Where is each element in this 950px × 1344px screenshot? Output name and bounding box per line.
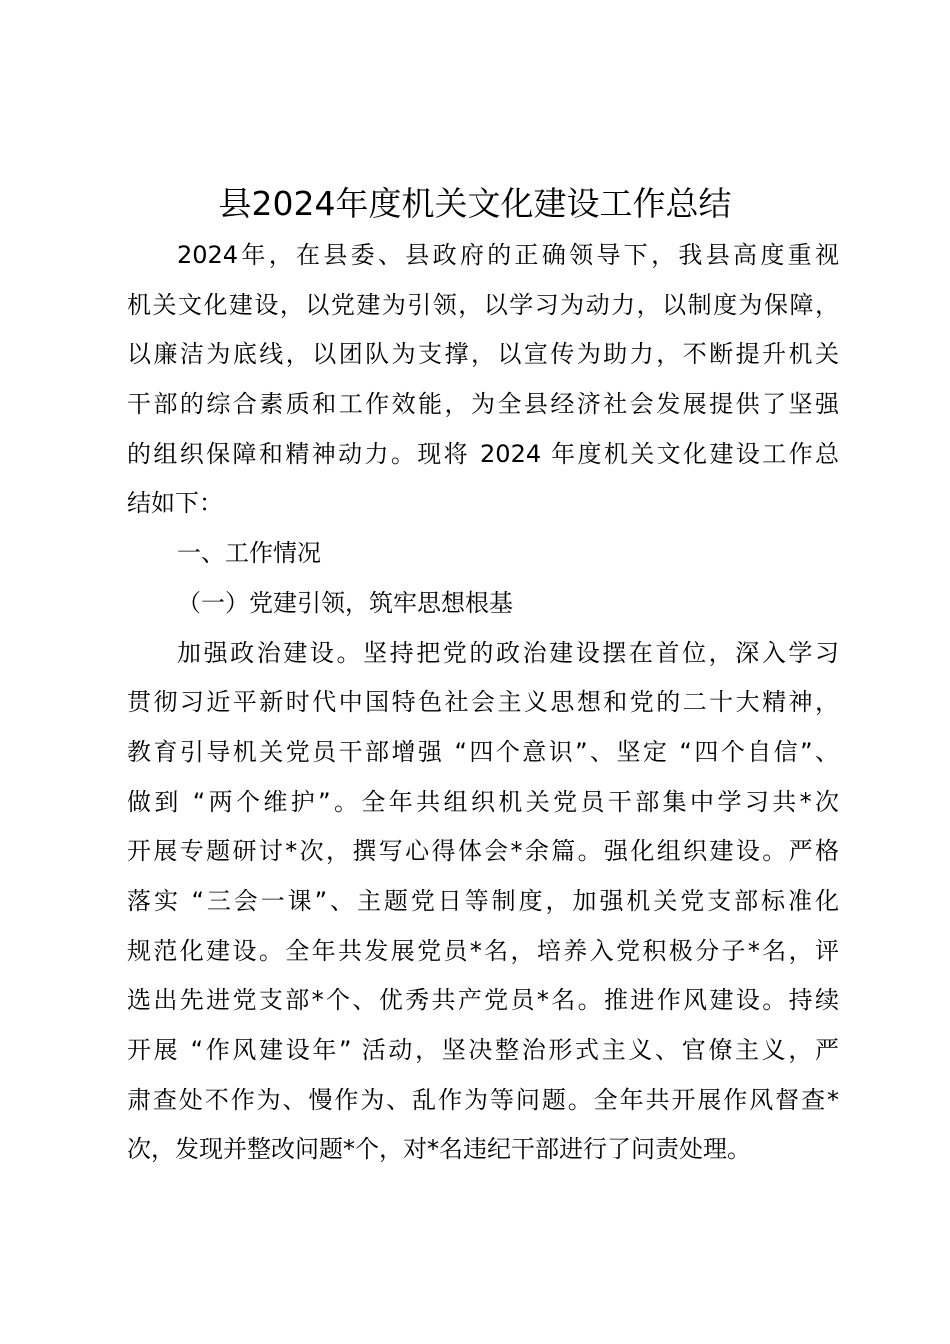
paragraph-line: 贯彻习近平新时代中国特色社会主义思想和党的二十大精神，: [127, 688, 839, 717]
document-body: [127, 231, 839, 1175]
paragraph-line: 以廉洁为底线，以团队为支撑，以宣传为助力，不断提升机关: [127, 340, 839, 369]
paragraph-line: 结如下：: [127, 489, 223, 518]
paragraph-line: 2024年，在县委、县政府的正确领导下，我县高度重视: [177, 241, 839, 269]
document-title: 县2024年度机关文化建设工作总结: [218, 184, 732, 223]
subsection-heading: （一）党建引领，筑牢思想根基: [177, 588, 513, 617]
section-heading: 一、工作情况: [177, 539, 321, 568]
paragraph-line: 机关文化建设，以党建为引领，以学习为动力，以制度为保障，: [127, 290, 839, 319]
paragraph-line: 开展专题研讨*次，撰写心得体会*余篇。强化组织建设。严格: [127, 837, 839, 866]
paragraph-line: 开展 “作风建设年” 活动，坚决整治形式主义、官僚主义，严: [127, 1036, 839, 1064]
paragraph-line: 落实 “三会一课”、主题党日等制度，加强机关党支部标准化: [127, 886, 839, 915]
paragraph-line: 规范化建设。全年共发展党员*名，培养入党积极分子*名，评: [127, 936, 839, 965]
paragraph-line: 加强政治建设。坚持把党的政治建设摆在首位，深入学习: [177, 638, 839, 667]
paragraph-line: 次，发现并整改问题*个，对*名违纪干部进行了问责处理。: [127, 1135, 751, 1164]
paragraph-line: 肃查处不作为、慢作为、乱作为等问题。全年共开展作风督查*: [127, 1085, 839, 1114]
paragraph-line: 选出先进党支部*个、优秀共产党员*名。推进作风建设。持续: [127, 986, 839, 1015]
paragraph-line: 的组织保障和精神动力。现将 2024 年度机关文化建设工作总: [127, 439, 839, 468]
paragraph-line: 干部的综合素质和工作效能，为全县经济社会发展提供了坚强: [127, 390, 839, 419]
paragraph-line: 做到 “两个维护”。全年共组织机关党员干部集中学习共*次: [127, 787, 839, 816]
paragraph-line: 教育引导机关党员干部增强 “四个意识”、坚定 “四个自信”、: [127, 737, 839, 766]
